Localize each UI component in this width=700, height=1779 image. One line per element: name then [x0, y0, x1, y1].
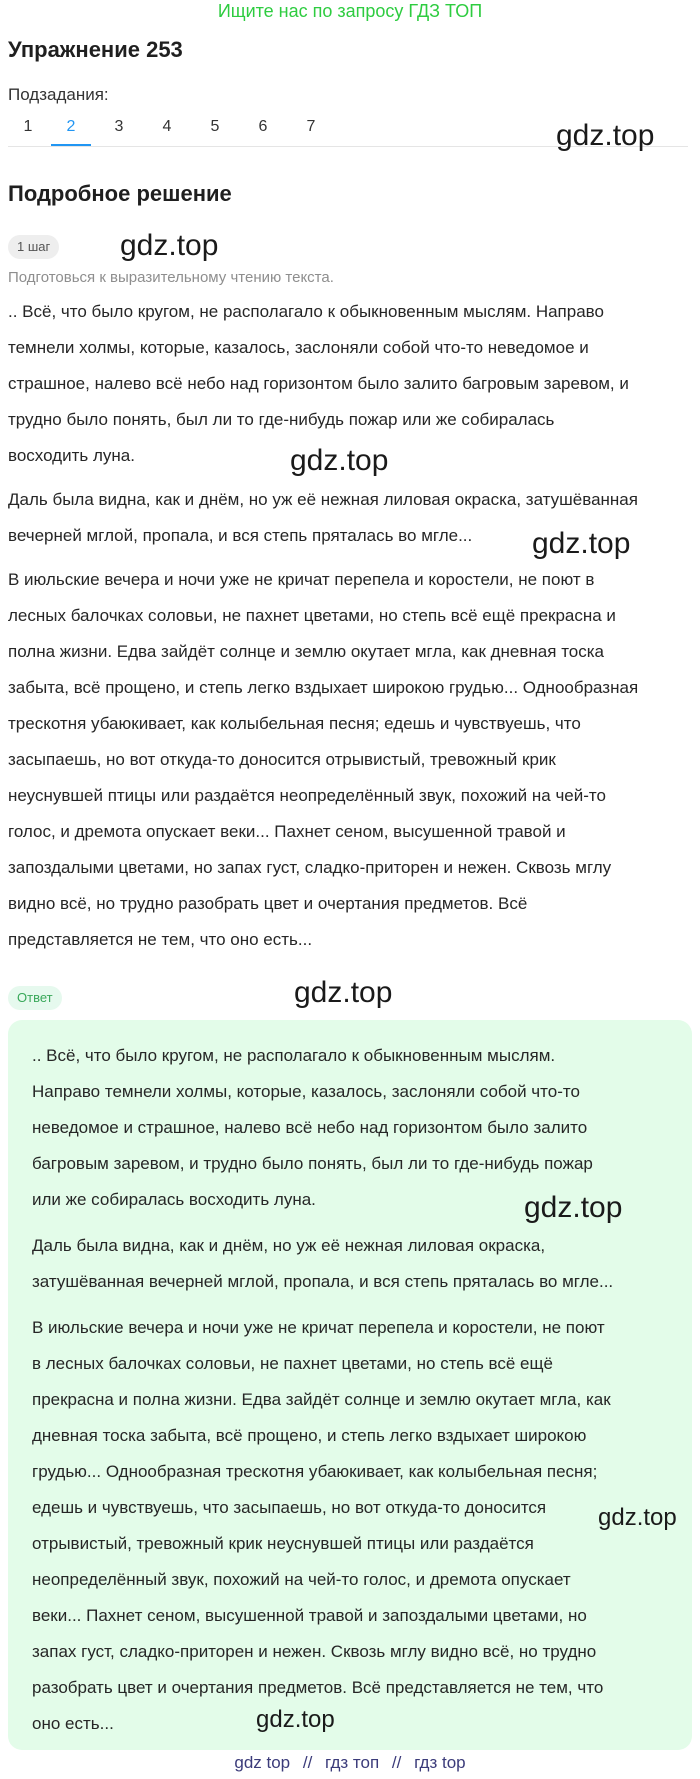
solution-paragraph-3: В июльские вечера и ночи уже не кричат перепела и коростели, не поют в лесных балочках соловьи, не пахнет цветами, но степь всё ещё прекрасна и полна жизни. Едва зайдёт солнце и землю окутает мгла, как дневная тоска забыта, всё прощено, и степь легко вздыхает широкою грудью... Однообразная трескотня убаюкивает, как колыбельная песня; едешь и чувствуешь, что засыпаешь, но вот откуда-то доносится отрывистый, тревожный крик неуснувшей птицы или раздаётся неопределённый звук, похожий на чей-то голос, и дремота опускает веки... Пахнет сеном, высушенной травой и запоздалыми цветами, но запах густ, сладко-приторен и нежен. Сквозь мглу видно всё, но трудно разобрать цвет и очертания предметов. Всё представляется не тем, что оно есть... [8, 570, 639, 949]
solution-paragraph-2: Даль была видна, как и днём, но уж её нежная лиловая окраска, затушёванная вечерней мглой, пропала, и вся степь пряталась во мгле... [8, 490, 638, 545]
watermark: gdz.top [532, 527, 631, 560]
watermark: gdz.top [524, 1191, 623, 1224]
answer-paragraph-3: В июльские вечера и ночи уже не кричат перепела и коростели, не поют в лесных балочках соловьи, не пахнет цветами, но степь всё ещё прекрасна и полна жизни. Едва зайдёт солнце и землю окутает мгла, как дневная тоска забыта, всё прощено, и степь легко вздыхает широкою грудью... Однообразная трескотня убаюкивает, как колыбельная песня; едешь и чувствуешь, что засыпаешь, но вот откуда-то доносится отрывистый, тревожный крик неуснувшей птицы или раздаётся неопределённый звук, похожий на чей-то голос, и дремота опускает веки... Пахнет сеном, высушенной травой и запоздалыми цветами, но запах густ, сладко-приторен и нежен. Сквозь мглу видно всё, но трудно разобрать цвет и очертания предметов. Всё представляется не тем, что оно есть... [32, 1318, 611, 1733]
footer-link-gdz-top-mixed[interactable]: гдз top [414, 1753, 466, 1772]
answer-paragraph-2: Даль была видна, как и днём, но уж её нежная лиловая окраска, затушёванная вечерней мглой, пропала, и вся степь пряталась во мгле... [32, 1236, 614, 1291]
subtask-tab-4[interactable]: 4 [162, 118, 172, 135]
subtask-tab-6[interactable]: 6 [258, 118, 268, 135]
answer-box [8, 1020, 692, 1750]
subtask-tab-5[interactable]: 5 [210, 118, 220, 135]
footer-separator: // [302, 1753, 313, 1772]
subtask-tab-3[interactable]: 3 [114, 118, 124, 135]
watermark: gdz.top [290, 444, 389, 477]
subtask-tab-2[interactable]: 2 [51, 110, 91, 146]
watermark: gdz.top [556, 119, 655, 152]
watermark: gdz.top [294, 976, 393, 1009]
step-badge: 1 шаг [8, 235, 59, 259]
footer-link-gdz-top-ru[interactable]: гдз топ [325, 1753, 380, 1772]
solution-text [8, 294, 698, 966]
footer-link-gdz-top[interactable]: gdz top [234, 1753, 291, 1772]
task-hint: Подготовься к выразительному чтению текста. [8, 269, 334, 286]
footer-separator: // [391, 1753, 402, 1772]
answer-paragraph-1: .. Всё, что было кругом, не располагало к обыкновенным мыслям. Направо темнели холмы, которые, казалось, заслоняли собой что-то неведомое и страшное, налево всё небо над горизонтом было залито багровым заревом, и трудно было понять, был ли то где-нибудь пожар или же собиралась восходить луна. [32, 1046, 593, 1209]
solution-heading: Подробное решение [8, 181, 232, 206]
subtask-tab-7[interactable]: 7 [306, 118, 316, 135]
top-banner-link[interactable]: Ищите нас по запросу ГДЗ ТОП [217, 1, 483, 21]
subtask-tab-1[interactable]: 1 [23, 118, 33, 135]
watermark: gdz.top [598, 1504, 677, 1531]
subtasks-label: Подзадания: [8, 85, 109, 104]
page-title: Упражнение 253 [8, 37, 183, 62]
solution-paragraph-1: .. Всё, что было кругом, не располагало к обыкновенным мыслям. Направо темнели холмы, которые, казалось, заслоняли собой что-то неведомое и страшное, налево всё небо над горизонтом было залито багровым заревом, и трудно было понять, был ли то где-нибудь пожар или же собиралась восходить луна. [8, 302, 629, 465]
footer-links [0, 1752, 700, 1776]
watermark: gdz.top [256, 1706, 335, 1733]
watermark: gdz.top [120, 229, 219, 262]
answer-badge: Ответ [8, 986, 62, 1010]
